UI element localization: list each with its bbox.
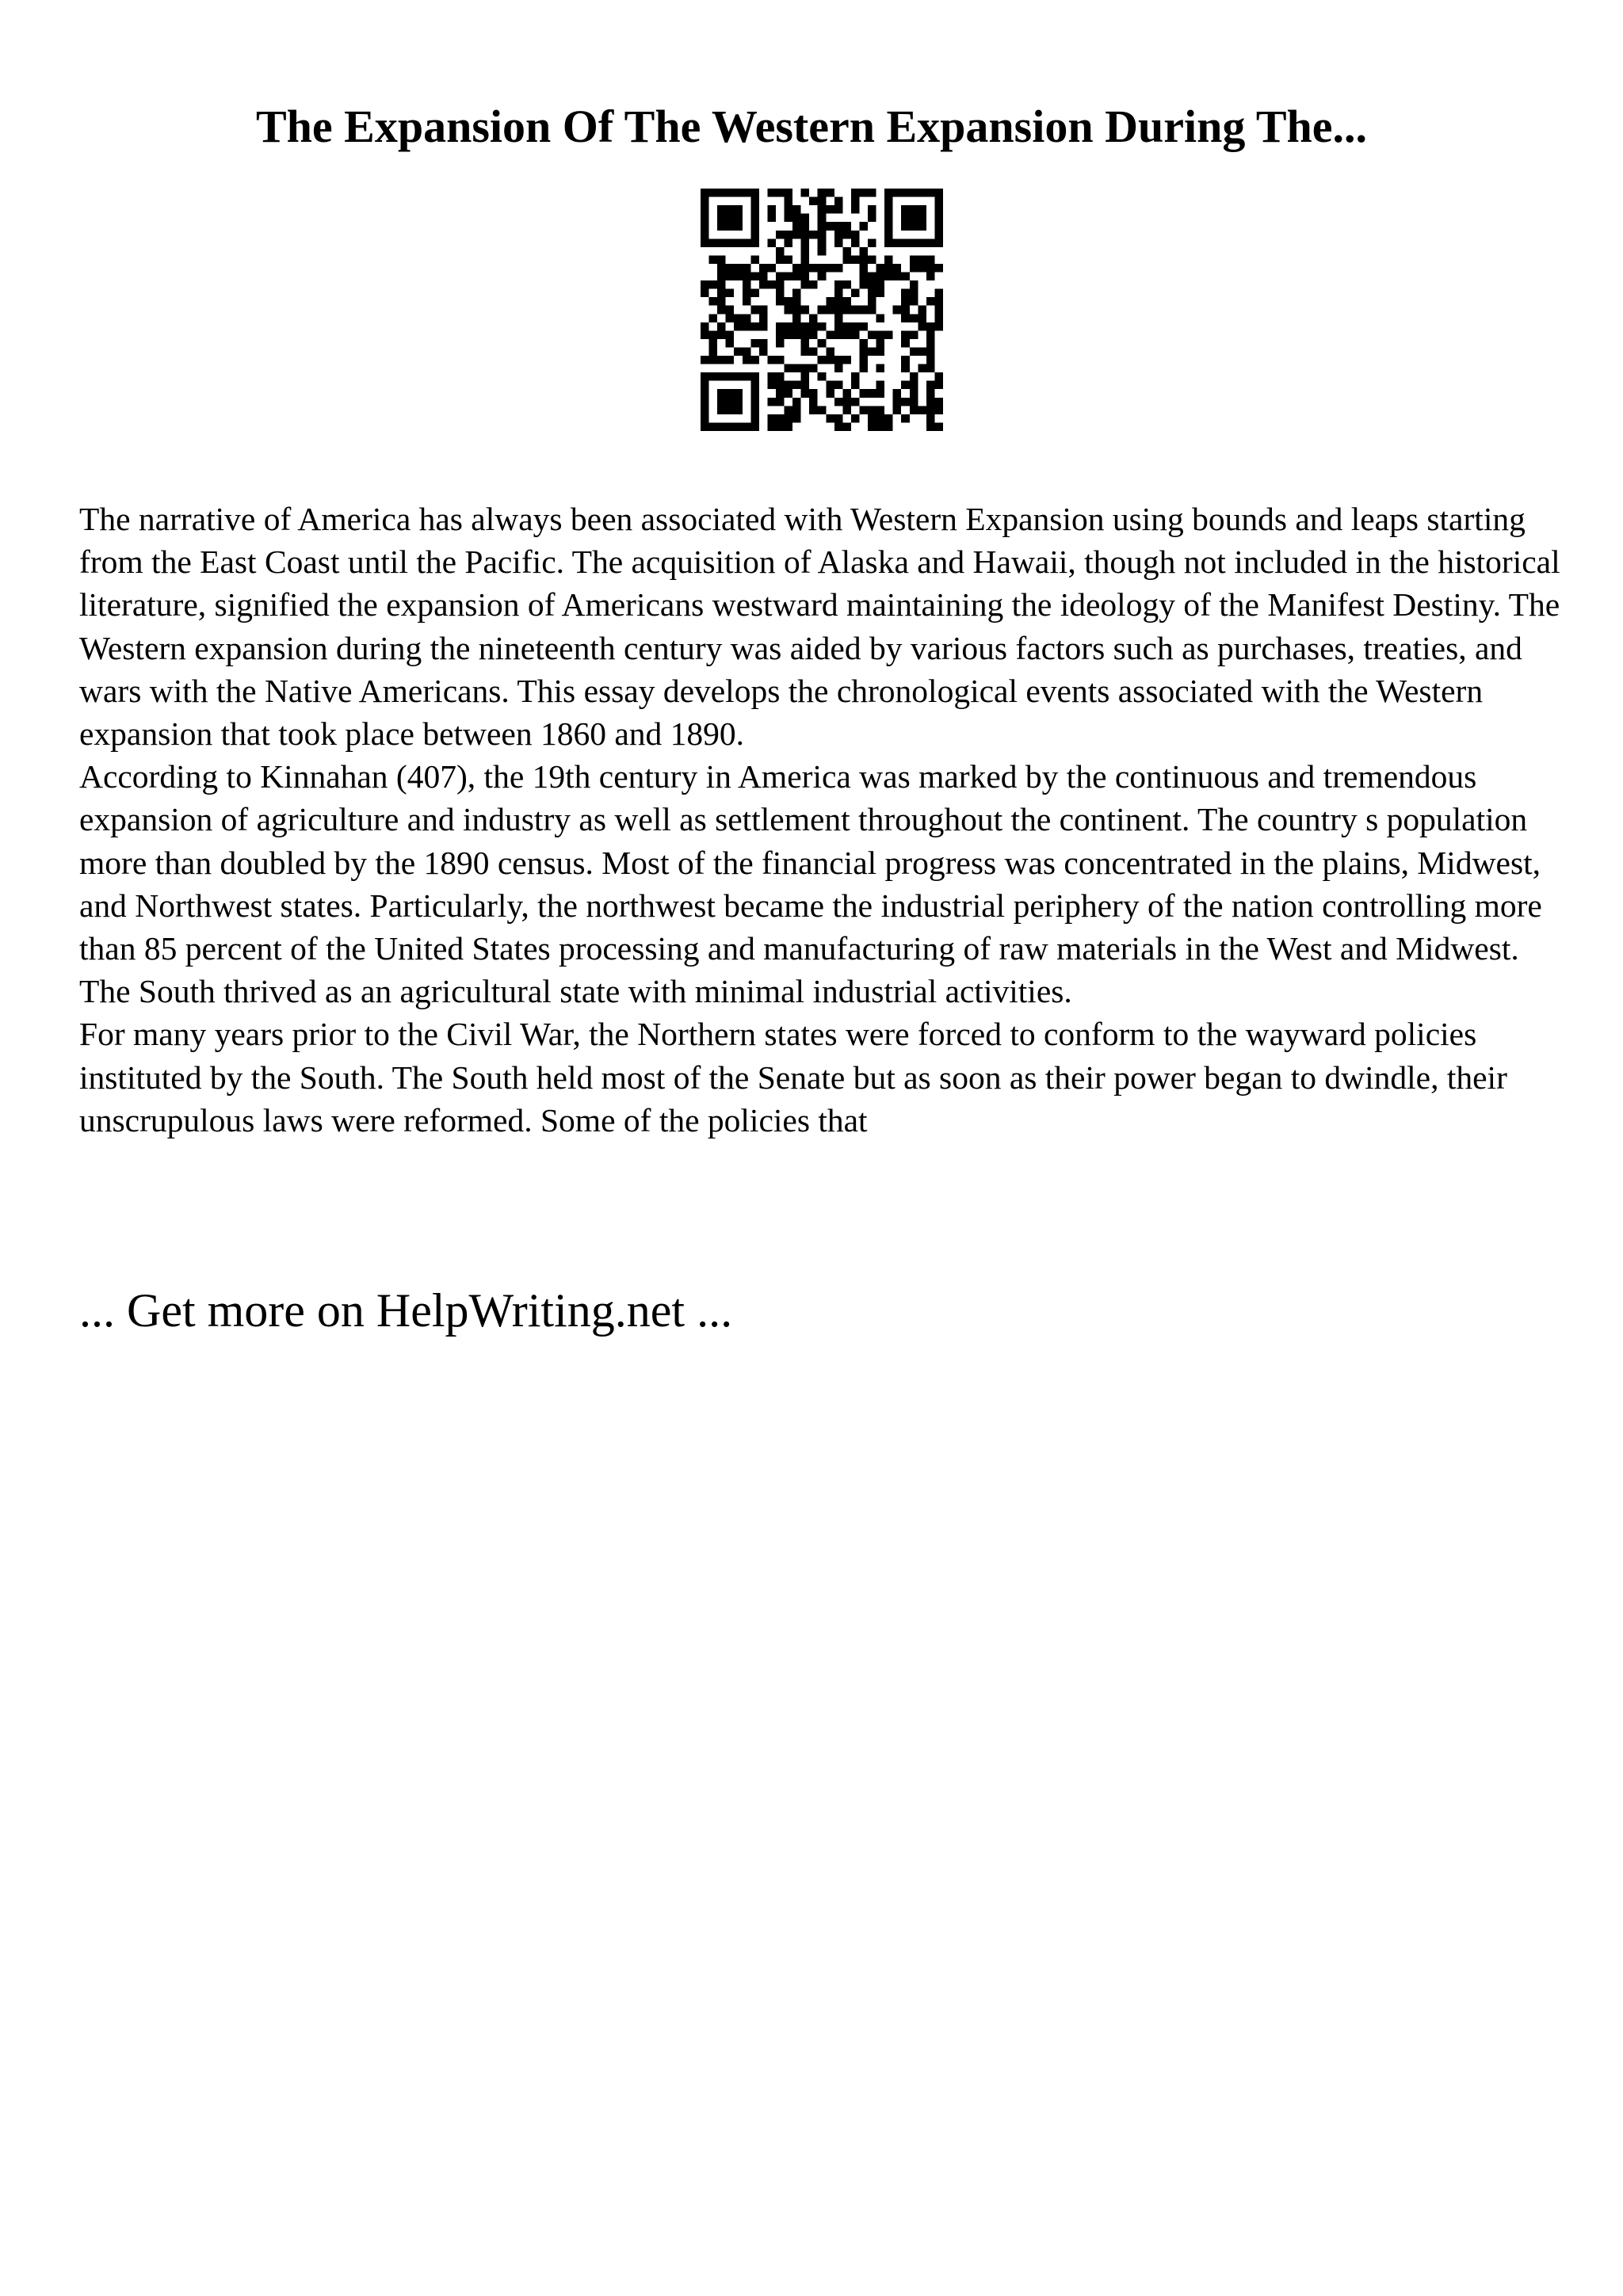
qr-code-icon [701,189,943,431]
essay-paragraph: The narrative of America has always been associated with Western Expansion using bounds and leaps starting from the East Coast until the Pacific. The acquisition of Alaska and Hawaii, though not included in the historical literature, signified the expansion of Americans westward maintaining the ideology of the Manifest Destiny. The Western expansion during the nineteenth century was aided by various factors such as purchases, treaties, and wars with the Native Americans. This essay develops the chronological events associated with the Western expansion that took place between 1860 and 1890. [79,501,1560,753]
essay-body [79,498,1569,1142]
essay-paragraph: For many years prior to the Civil War, the Northern states were forced to conform to the wayward policies instituted by the South. The South held most of the Senate but as soon as their power began to dwindle, their unscrupulous laws were reformed. Some of the policies that [79,1016,1507,1138]
essay-paragraph: According to Kinnahan (407), the 19th century in America was marked by the continuous and tremendous expansion of agriculture and industry as well as settlement throughout the continent. The country s population more than doubled by the 1890 census. Most of the financial progress was concentrated in the plains, Midwest, and Northwest states. Particularly, the northwest became the industrial periphery of the nation controlling more than 85 percent of the United States processing and manufacturing of raw materials in the West and Midwest. The South thrived as an agricultural state with minimal industrial activities. [79,758,1542,1010]
get-more-link[interactable]: ... Get more on HelpWriting.net ... [79,1284,733,1337]
document-title: The Expansion Of The Western Expansion During The... [255,101,1368,152]
